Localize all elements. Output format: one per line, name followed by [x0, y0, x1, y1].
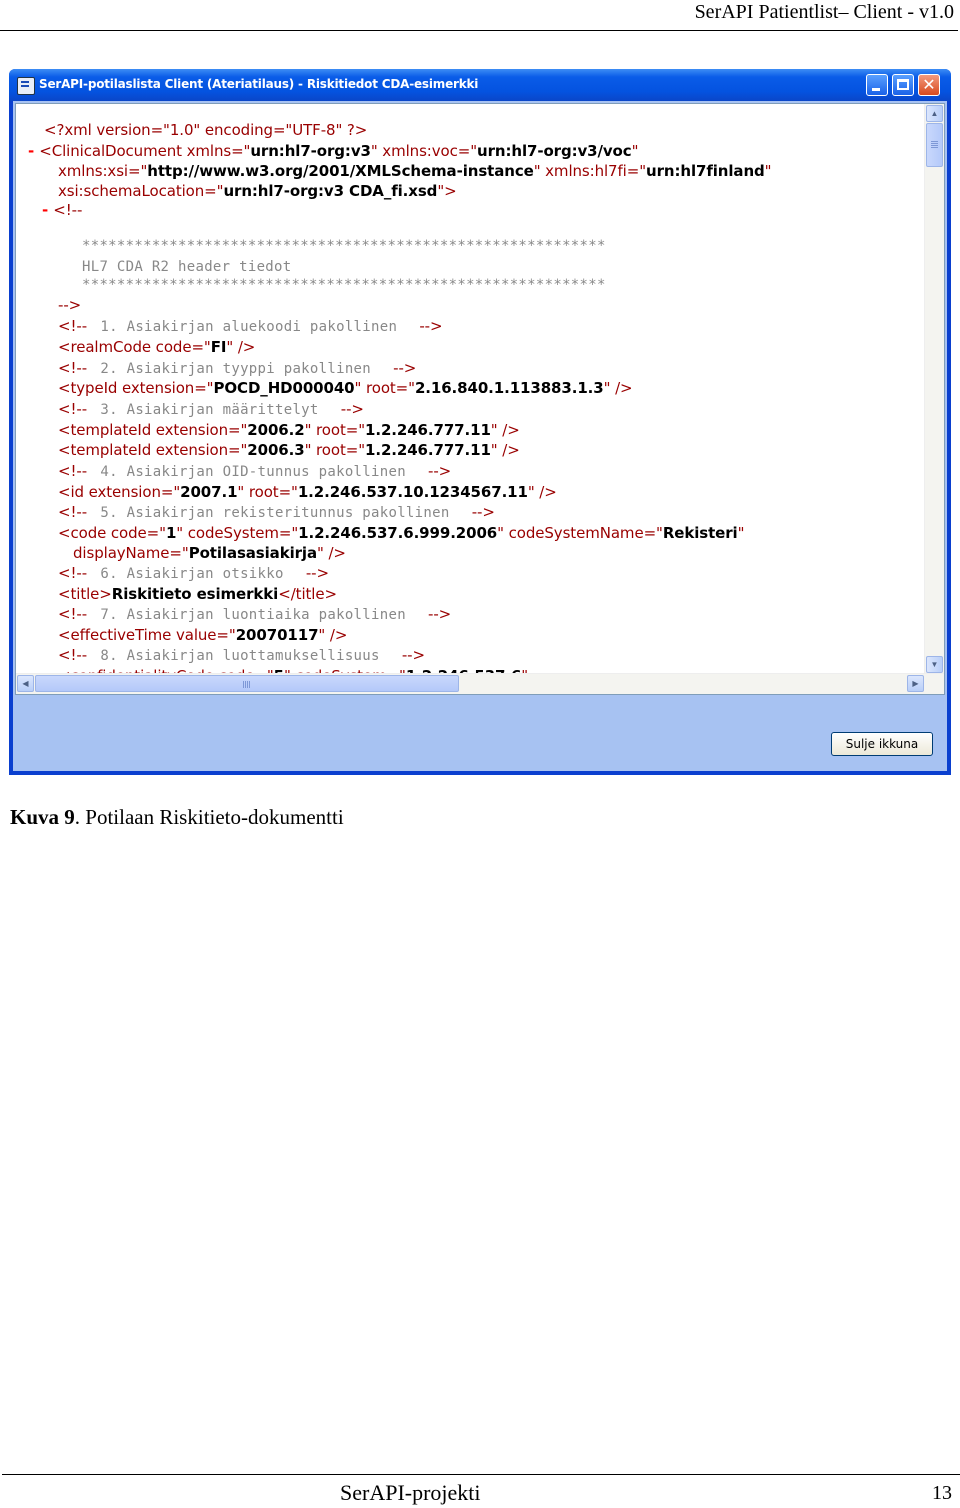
xml-token: " root=" — [304, 421, 366, 439]
xml-token: " root=" — [354, 379, 415, 397]
xml-token: <!-- — [58, 503, 92, 521]
xml-token: --> — [423, 605, 452, 623]
close-window-button[interactable] — [918, 74, 940, 96]
xml-token: "> — [437, 182, 457, 200]
xml-token: 20070117 — [235, 626, 319, 644]
xml-token: " — [737, 524, 745, 542]
xml-token: 7. Asiakirjan luontiaika pakollinen — [91, 607, 424, 623]
xml-token: <?xml version="1.0" encoding="UTF-8" ?> — [44, 121, 368, 139]
xml-line — [44, 120, 367, 140]
app-icon — [17, 77, 35, 95]
xml-line — [58, 523, 744, 543]
xml-token: " codeSystem=" — [176, 524, 299, 542]
xml-token: 1 — [165, 524, 177, 542]
xml-line — [28, 141, 638, 161]
caption-text: . Potilaan Riskitieto-dokumentti — [74, 805, 344, 829]
xml-token: 5. Asiakirjan rekisteritunnus pakollinen — [91, 505, 468, 521]
xml-line — [58, 625, 347, 645]
xml-line — [58, 161, 771, 181]
xml-token: " — [631, 142, 639, 160]
xml-token: 8. Asiakirjan luottamuksellisuus — [91, 648, 398, 664]
horizontal-scrollbar[interactable] — [16, 673, 944, 694]
xml-token: " /> — [316, 544, 346, 562]
xml-token: --> — [397, 646, 425, 664]
xml-comment-line — [58, 316, 442, 337]
maximize-icon — [897, 79, 909, 90]
xml-comment-line — [58, 645, 425, 666]
xml-token: " /> — [318, 626, 348, 644]
xml-token: 2006.2 — [247, 421, 305, 439]
xml-token: <ClinicalDocument xmlns=" — [39, 142, 251, 160]
scroll-down-icon[interactable]: ▼ — [926, 656, 943, 673]
xml-token: --> — [388, 359, 417, 377]
window-title: SerAPI-potilaslista Client (Ateriatilaus) - Riskitiedot CDA-esimerkki — [39, 77, 479, 91]
xml-token: --> — [301, 564, 329, 582]
xml-token: Rekisteri — [662, 524, 738, 542]
xml-token: <!-- — [58, 605, 92, 623]
scroll-up-icon[interactable]: ▲ — [926, 105, 943, 122]
xml-token: 6. Asiakirjan otsikko — [91, 566, 302, 582]
window-client-area — [13, 101, 947, 771]
xml-token: 1.2.246.777.11 — [365, 421, 491, 439]
xml-token: Riskitieto esimerkki — [111, 585, 279, 603]
xml-line — [58, 482, 557, 502]
vertical-scrollbar[interactable] — [924, 104, 944, 674]
xml-line — [58, 584, 337, 604]
xml-token: <!-- — [58, 400, 92, 418]
xml-token: 2.16.840.1.113883.1.3 — [414, 379, 604, 397]
xml-token: <realmCode code=" — [58, 338, 211, 356]
xml-token: 2007.1 — [180, 483, 238, 501]
xml-token: xsi:schemaLocation=" — [58, 182, 224, 200]
xml-line — [58, 295, 81, 315]
xml-token: xmlns:xsi=" — [58, 162, 148, 180]
xml-token: " root=" — [304, 441, 366, 459]
xml-token: FI — [210, 338, 227, 356]
xml-token: " /> — [527, 483, 557, 501]
xml-token: <typeId extension=" — [58, 379, 214, 397]
xml-token: " xmlns:voc=" — [370, 142, 478, 160]
xml-token: 2006.3 — [247, 441, 305, 459]
xml-token: <effectiveTime value=" — [58, 626, 236, 644]
xml-token: --> — [467, 503, 495, 521]
xml-token: " /> — [226, 338, 256, 356]
xml-token: --> — [423, 462, 452, 480]
window-titlebar[interactable] — [9, 69, 951, 101]
xml-line — [73, 543, 346, 563]
xml-token: " /> — [603, 379, 633, 397]
xml-token: " — [764, 162, 772, 180]
xml-token: HL7 CDA R2 header tiedot — [82, 259, 292, 275]
page-number: 13 — [932, 1482, 952, 1504]
xml-token: " xmlns:hl7fi=" — [533, 162, 647, 180]
xml-token: <!-- — [58, 564, 92, 582]
footer-rule — [2, 1474, 960, 1475]
xml-line — [58, 337, 255, 357]
xml-token: <!-- — [58, 646, 92, 664]
xml-comment-line — [58, 399, 364, 420]
footer-project: SerAPI-projekti — [340, 1480, 481, 1505]
xml-token: Potilasasiakirja — [188, 544, 317, 562]
minimize-button[interactable] — [866, 74, 888, 96]
xml-token: urn:hl7-org:v3 — [250, 142, 371, 160]
xml-token: - — [42, 201, 54, 219]
xml-line — [58, 181, 457, 201]
xml-token: 1.2.246.537.10.1234567.11 — [297, 483, 528, 501]
caption-label: Kuva 9 — [10, 805, 75, 829]
xml-token: <!-- — [58, 359, 92, 377]
close-icon: ✕ — [922, 75, 936, 94]
xml-comment-line — [82, 257, 292, 277]
app-window — [9, 69, 951, 775]
maximize-button[interactable] — [892, 74, 914, 96]
xml-line — [42, 200, 82, 220]
xml-token: http://www.w3.org/2001/XMLSchema-instance — [147, 162, 534, 180]
xml-token: " /> — [490, 441, 520, 459]
xml-comment-line — [82, 236, 606, 256]
xml-token: 1. Asiakirjan aluekoodi pakollinen — [91, 319, 415, 335]
xml-token: <id extension=" — [58, 483, 181, 501]
xml-token: <!-- — [53, 201, 83, 219]
xml-token: --> — [414, 317, 443, 335]
xml-line — [58, 378, 633, 398]
xml-comment-line — [58, 502, 495, 523]
xml-token: urn:hl7finland — [646, 162, 765, 180]
xml-token: <!-- — [58, 317, 92, 335]
xml-token: ************************************************************ — [82, 277, 606, 293]
xml-content — [16, 104, 924, 674]
xml-token: " codeSystemName=" — [497, 524, 663, 542]
xml-token: <!-- — [58, 462, 92, 480]
xml-token: 4. Asiakirjan OID-tunnus pakollinen — [91, 464, 424, 480]
xml-comment-line — [58, 461, 451, 482]
xml-token: <templateId extension=" — [58, 441, 248, 459]
horizontal-scroll-thumb[interactable] — [35, 675, 459, 692]
xml-comment-line — [82, 275, 606, 295]
xml-token: <templateId extension=" — [58, 421, 248, 439]
scroll-right-icon[interactable]: ▶ — [907, 675, 924, 692]
close-window-text-button[interactable]: Sulje ikkuna — [831, 732, 933, 756]
minimize-icon — [872, 88, 880, 91]
xml-token: urn:hl7-org:v3/voc — [477, 142, 632, 160]
xml-comment-line — [58, 358, 416, 379]
xml-line — [58, 420, 520, 440]
xml-token: " /> — [490, 421, 520, 439]
xml-token: 1.2.246.537.6.999.2006 — [298, 524, 498, 542]
xml-token: POCD_HD000040 — [213, 379, 355, 397]
xml-token: --> — [58, 296, 82, 314]
xml-comment-line — [58, 563, 329, 584]
xml-token: - — [28, 142, 40, 160]
xml-token: 1.2.246.777.11 — [365, 441, 491, 459]
figure-caption — [10, 804, 344, 830]
xml-token: <title> — [58, 585, 112, 603]
page-header: SerAPI Patientlist– Client - v1.0 — [694, 1, 954, 23]
xml-token: urn:hl7-org:v3 CDA_fi.xsd — [223, 182, 438, 200]
header-rule — [0, 30, 958, 31]
xml-line — [58, 440, 520, 460]
xml-token: " root=" — [237, 483, 298, 501]
xml-viewer[interactable] — [15, 103, 945, 695]
xml-token: displayName=" — [73, 544, 189, 562]
xml-token: </title> — [278, 585, 337, 603]
xml-token: --> — [336, 400, 364, 418]
xml-token: <code code=" — [58, 524, 166, 542]
xml-comment-line — [58, 604, 451, 625]
scroll-left-icon[interactable]: ◀ — [17, 675, 34, 692]
xml-token: 3. Asiakirjan määrittelyt — [91, 402, 337, 418]
xml-token: ************************************************************ — [82, 238, 606, 254]
xml-token: 2. Asiakirjan tyyppi pakollinen — [91, 361, 389, 377]
vertical-scroll-thumb[interactable] — [926, 123, 943, 167]
